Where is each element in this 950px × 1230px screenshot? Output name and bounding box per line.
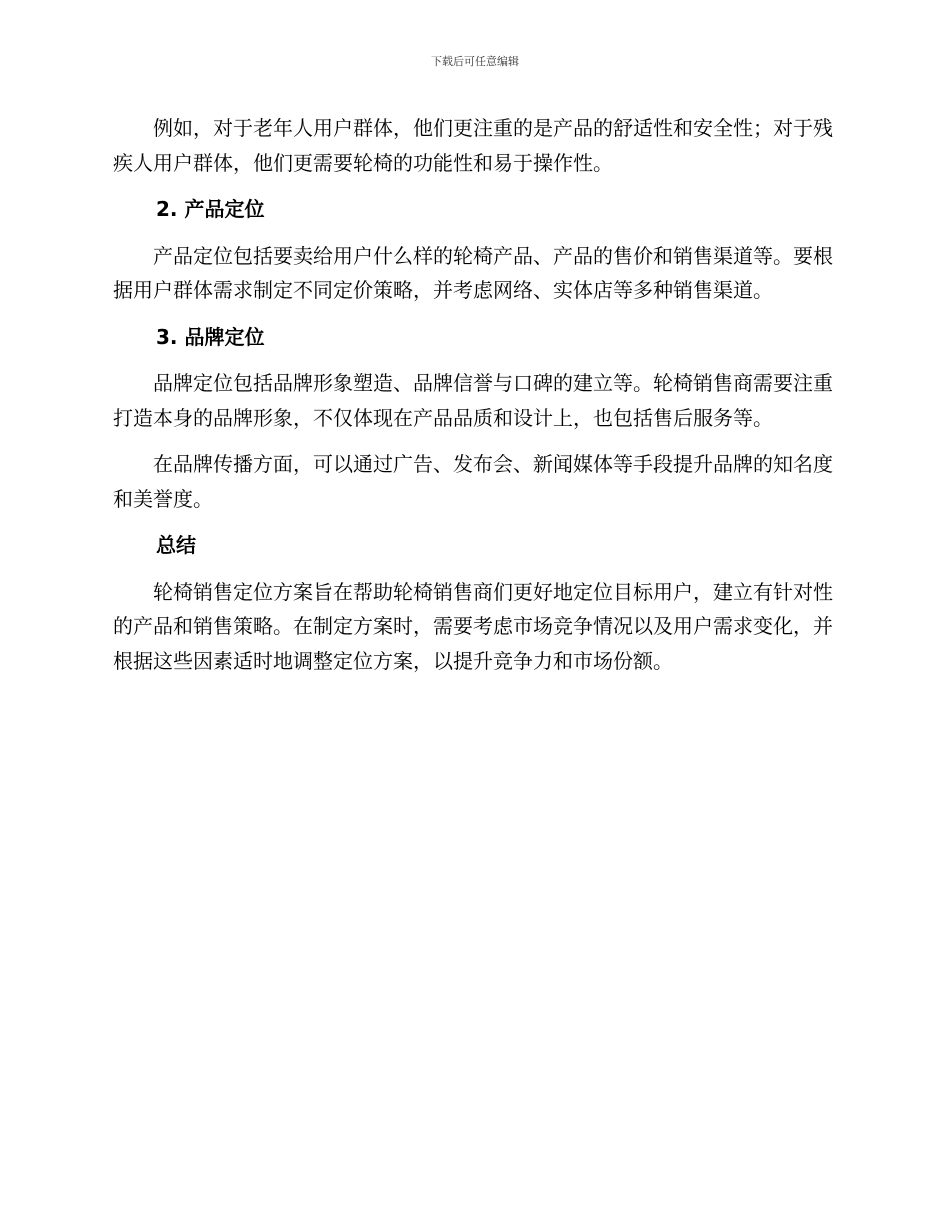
paragraph-brand-positioning: 品牌定位包括品牌形象塑造、品牌信誉与口碑的建立等。轮椅销售商需要注重打造本身的品牌形象，不仅体现在产品品质和设计上，也包括售后服务等。 (113, 371, 833, 430)
heading-brand-positioning: 3. 品牌定位 (156, 324, 265, 349)
paragraph-brand-promotion: 在品牌传播方面，可以通过广告、发布会、新闻媒体等手段提升品牌的知名度和美誉度。 (113, 452, 833, 511)
heading-product-positioning: 2. 产品定位 (156, 197, 265, 221)
document-body (113, 111, 833, 690)
paragraph-summary: 轮椅销售定位方案旨在帮助轮椅销售商们更好地定位目标用户，建立有针对性的产品和销售策略。在制定方案时，需要考虑市场竞争情况以及用户需求变化，并根据这些因素适时地调整定位方案，以提升竞争力和市场份额。 (113, 579, 833, 673)
heading-summary: 总结 (156, 533, 196, 557)
paragraph-product-positioning: 产品定位包括要卖给用户什么样的轮椅产品、产品的售价和销售渠道等。要根据用户群体需求制定不同定价策略，并考虑网络、实体店等多种销售渠道。 (113, 243, 833, 302)
paragraph-user-needs: 例如，对于老年人用户群体，他们更注重的是产品的舒适性和安全性；对于残疾人用户群体，他们更需要轮椅的功能性和易于操作性。 (113, 116, 833, 175)
page-header: 下载后可任意编辑 (431, 55, 519, 68)
